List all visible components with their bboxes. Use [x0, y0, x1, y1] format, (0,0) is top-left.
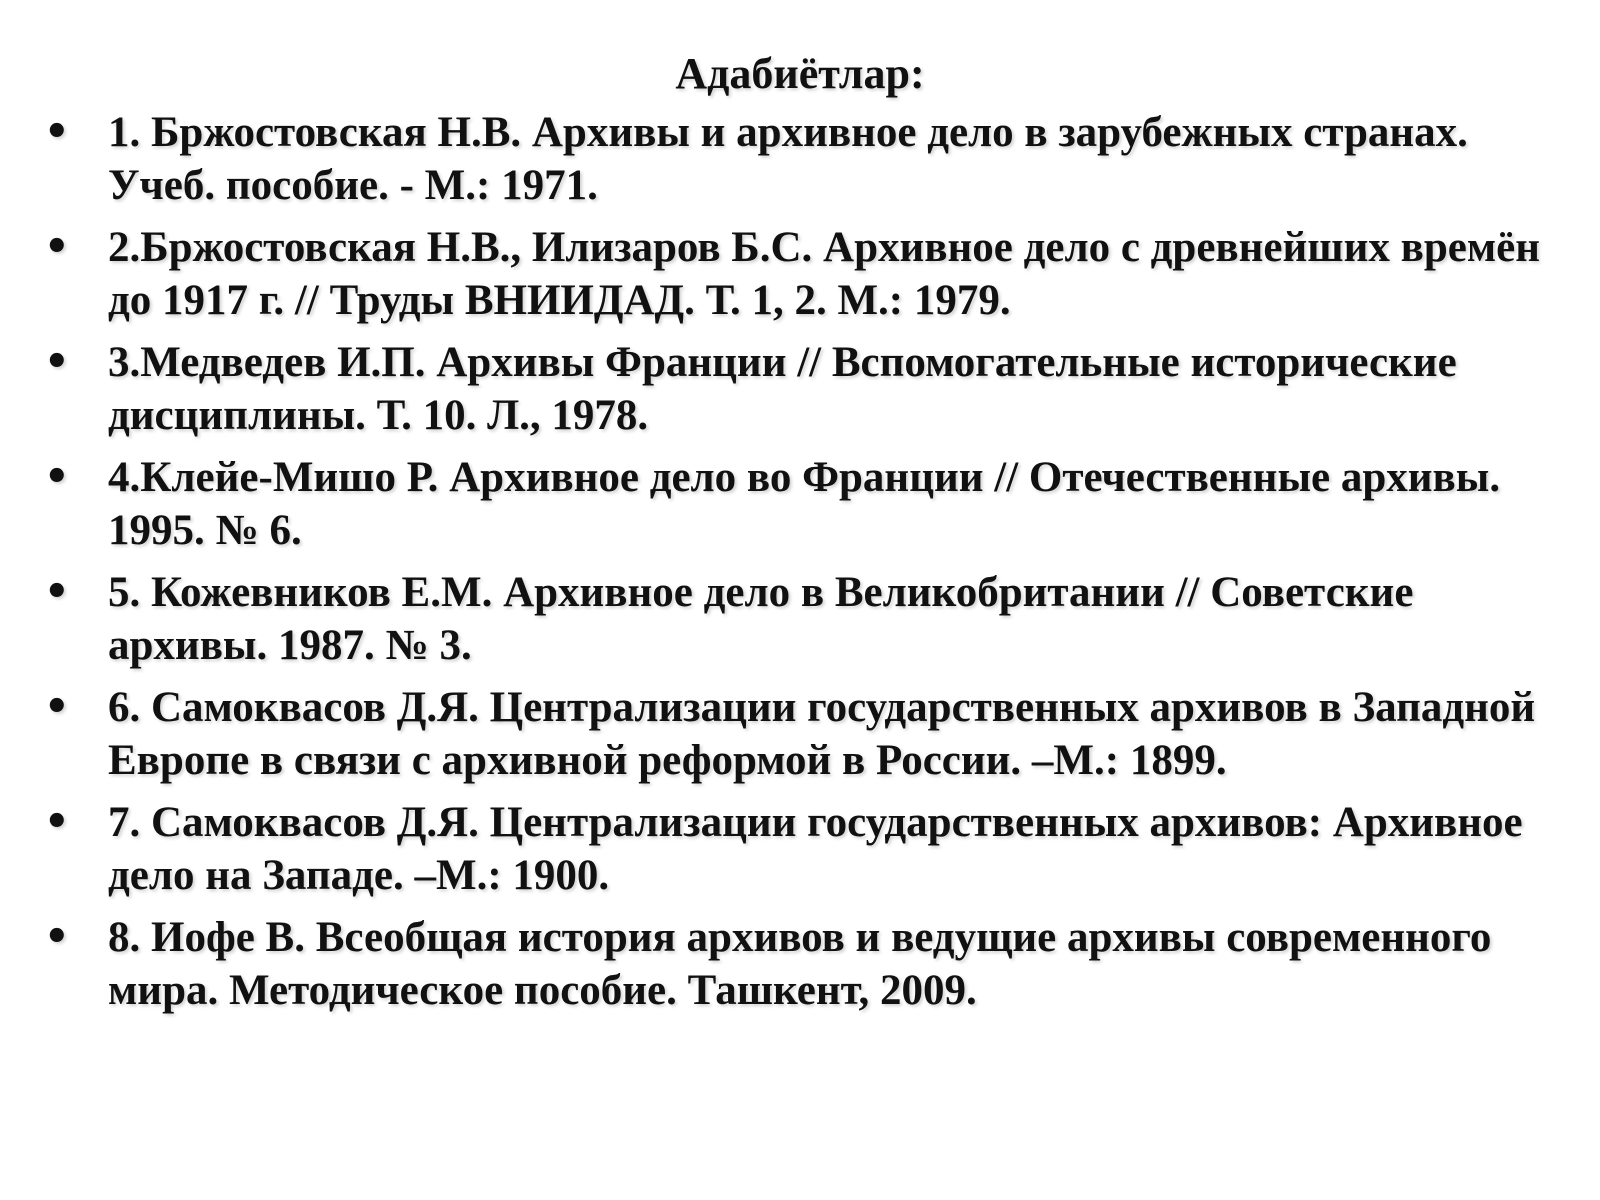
list-item — [0, 451, 1600, 557]
reference-text: 4.Клейе-Мишо Р. Архивное дело во Франции // Отечественные архивы. 1995. № 6. — [108, 454, 1501, 554]
list-item — [0, 911, 1600, 1017]
bullet-icon: • — [44, 684, 70, 730]
references-list — [0, 106, 1600, 1026]
bullet-icon: • — [44, 799, 70, 845]
reference-text: 3.Медведев И.П. Архивы Франции // Вспомогательные исторические дисциплины. Т. 10. Л., 1978. — [108, 339, 1457, 439]
list-item — [0, 681, 1600, 787]
reference-text: 2.Бржостовская Н.В., Илизаров Б.С. Архивное дело с древнейших времён до 1917 г. // Труды ВНИИДАД. Т. 1, 2. М.: 1979. — [108, 224, 1540, 324]
page-title: Адабиётлар: — [675, 49, 925, 98]
bullet-icon: • — [44, 109, 70, 155]
bullet-icon: • — [44, 454, 70, 500]
list-item — [0, 566, 1600, 672]
reference-text: 5. Кожевников Е.М. Архивное дело в Великобритании // Советские архивы. 1987. № 3. — [108, 569, 1414, 669]
list-item — [0, 221, 1600, 327]
list-item — [0, 796, 1600, 902]
reference-text: 7. Самоквасов Д.Я. Централизации государственных архивов: Архивное дело на Западе. –М.: 1900. — [108, 799, 1523, 899]
list-item — [0, 106, 1600, 212]
reference-text: 1. Бржостовская Н.В. Архивы и архивное дело в зарубежных странах. Учеб. пособие. - М.: 1971. — [108, 109, 1468, 209]
reference-text: 8. Иофе В. Всеобщая история архивов и ведущие архивы современного мира. Методическое пособие. Ташкент, 2009. — [108, 914, 1492, 1014]
bullet-icon: • — [44, 569, 70, 615]
list-item — [0, 336, 1600, 442]
bullet-icon: • — [44, 224, 70, 270]
bullet-icon: • — [44, 914, 70, 960]
reference-text: 6. Самоквасов Д.Я. Централизации государственных архивов в Западной Европе в связи с архивной реформой в России. –М.: 1899. — [108, 684, 1536, 784]
bullet-icon: • — [44, 339, 70, 385]
